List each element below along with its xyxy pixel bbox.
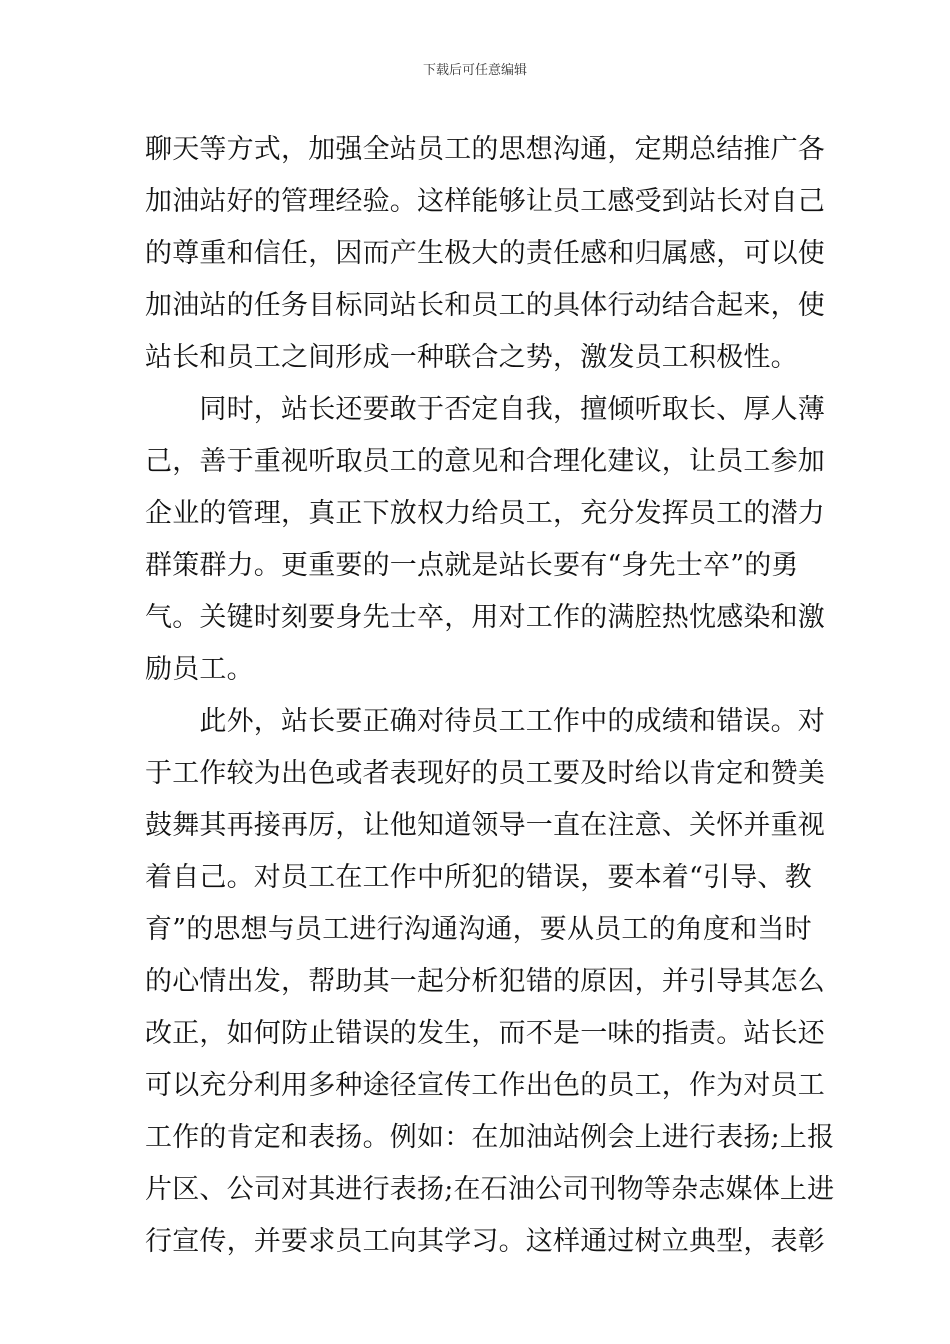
text-line: 鼓舞其再接再厉，让他知道领导一直在注意、关怀并重视 [145,810,825,841]
text-line: 加油站好的管理经验。这样能够让员工感受到站长对自己 [145,186,825,217]
page-header: 下载后可任意编辑 [422,63,527,78]
text-line: 改正，如何防止错误的发生，而不是一味的指责。站长还 [145,1018,825,1049]
text-line: 己，善于重视听取员工的意见和合理化建议，让员工参加 [145,446,825,477]
text-line: 同时，站长还要敢于否定自我，擅倾听取长、厚人薄 [145,394,825,425]
text-line: 可以充分利用多种途径宣传工作出色的员工，作为对员工 [145,1070,825,1101]
text-line: 群策群力。更重要的一点就是站长要有“身先士卒”的勇 [145,550,799,581]
text-line: 励员工。 [145,654,254,685]
text-line: 的尊重和信任，因而产生极大的责任感和归属感，可以使 [145,238,825,269]
text-line: 此外，站长要正确对待员工工作中的成绩和错误。对 [145,706,825,737]
text-line: 企业的管理，真正下放权力给员工，充分发挥员工的潜力 [145,498,825,529]
text-line: 着自己。对员工在工作中所犯的错误，要本着“引导、教 [145,862,812,893]
text-line: 片区、公司对其进行表扬;在石油公司刊物等杂志媒体上进 [145,1174,835,1205]
text-line: 工作的肯定和表扬。例如：在加油站例会上进行表扬;上报 [145,1122,835,1153]
text-line: 于工作较为出色或者表现好的员工要及时给以肯定和赞美 [145,758,825,789]
text-line: 聊天等方式，加强全站员工的思想沟通，定期总结推广各 [145,134,825,165]
text-line: 的心情出发，帮助其一起分析犯错的原因，并引导其怎么 [145,966,825,997]
text-line: 加油站的任务目标同站长和员工的具体行动结合起来，使 [145,290,825,321]
text-line: 站长和员工之间形成一种联合之势，激发员工积极性。 [145,342,798,373]
text-line: 行宣传，并要求员工向其学习。这样通过树立典型，表彰 [145,1226,825,1257]
text-line: 育”的思想与员工进行沟通沟通，要从员工的角度和当时 [145,914,812,945]
text-line: 气。关键时刻要身先士卒，用对工作的满腔热忱感染和激 [145,602,825,633]
document-body [145,124,835,1268]
